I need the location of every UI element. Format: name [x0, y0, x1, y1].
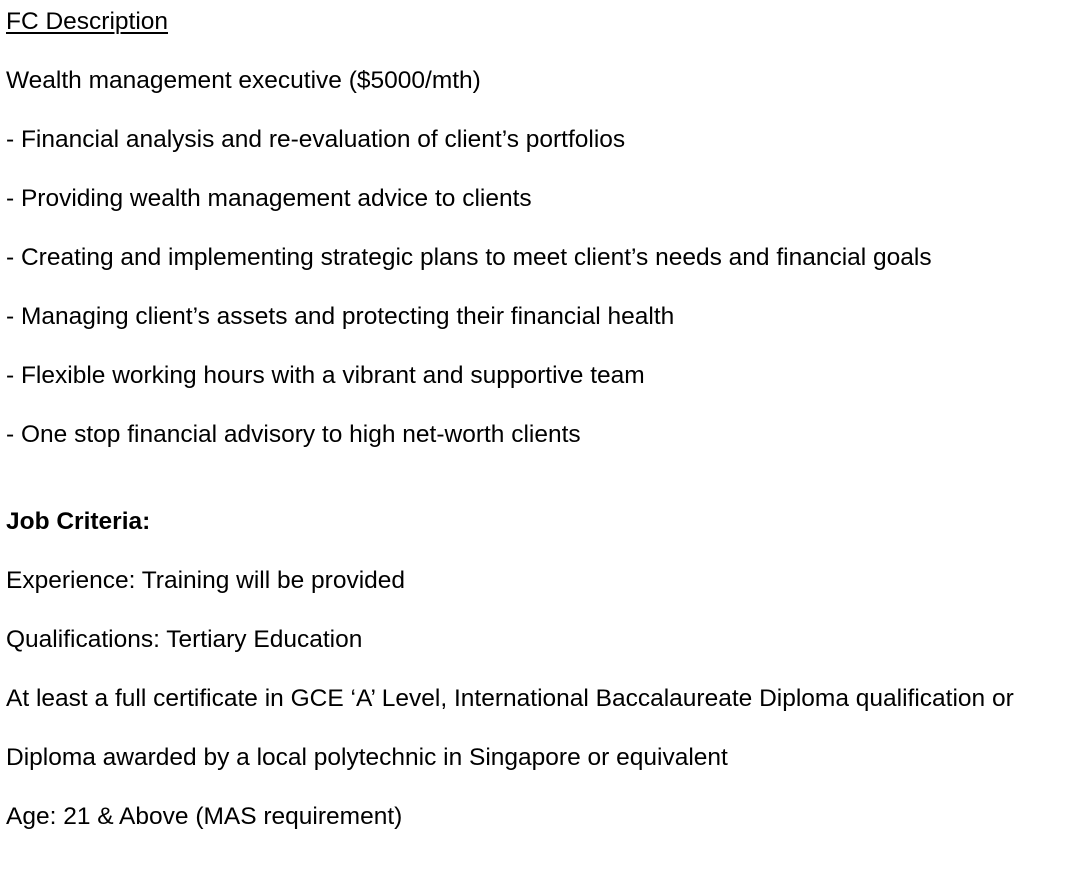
qualification-detail-line: At least a full certificate in GCE ‘A’ Level, International Baccalaureate Diploma qualification or: [6, 685, 1014, 712]
age-requirement-line: Age: 21 & Above (MAS requirement): [6, 803, 403, 830]
responsibility-item: - One stop financial advisory to high net-worth clients: [6, 421, 581, 448]
document-title: FC Description: [6, 8, 169, 35]
responsibility-item: - Creating and implementing strategic plans to meet client’s needs and financial goals: [6, 244, 932, 271]
responsibility-item: - Flexible working hours with a vibrant and supportive team: [6, 362, 645, 389]
role-title: Wealth management executive ($5000/mth): [6, 67, 481, 94]
qualification-detail-line: Diploma awarded by a local polytechnic in Singapore or equivalent: [6, 744, 728, 771]
criteria-heading: Job Criteria:: [6, 508, 151, 535]
qualifications-line: Qualifications: Tertiary Education: [6, 626, 363, 653]
responsibility-item: - Providing wealth management advice to clients: [6, 185, 532, 212]
experience-line: Experience: Training will be provided: [6, 567, 406, 594]
responsibility-item: - Managing client’s assets and protecting their financial health: [6, 303, 675, 330]
responsibility-item: - Financial analysis and re-evaluation of client’s portfolios: [6, 126, 626, 153]
